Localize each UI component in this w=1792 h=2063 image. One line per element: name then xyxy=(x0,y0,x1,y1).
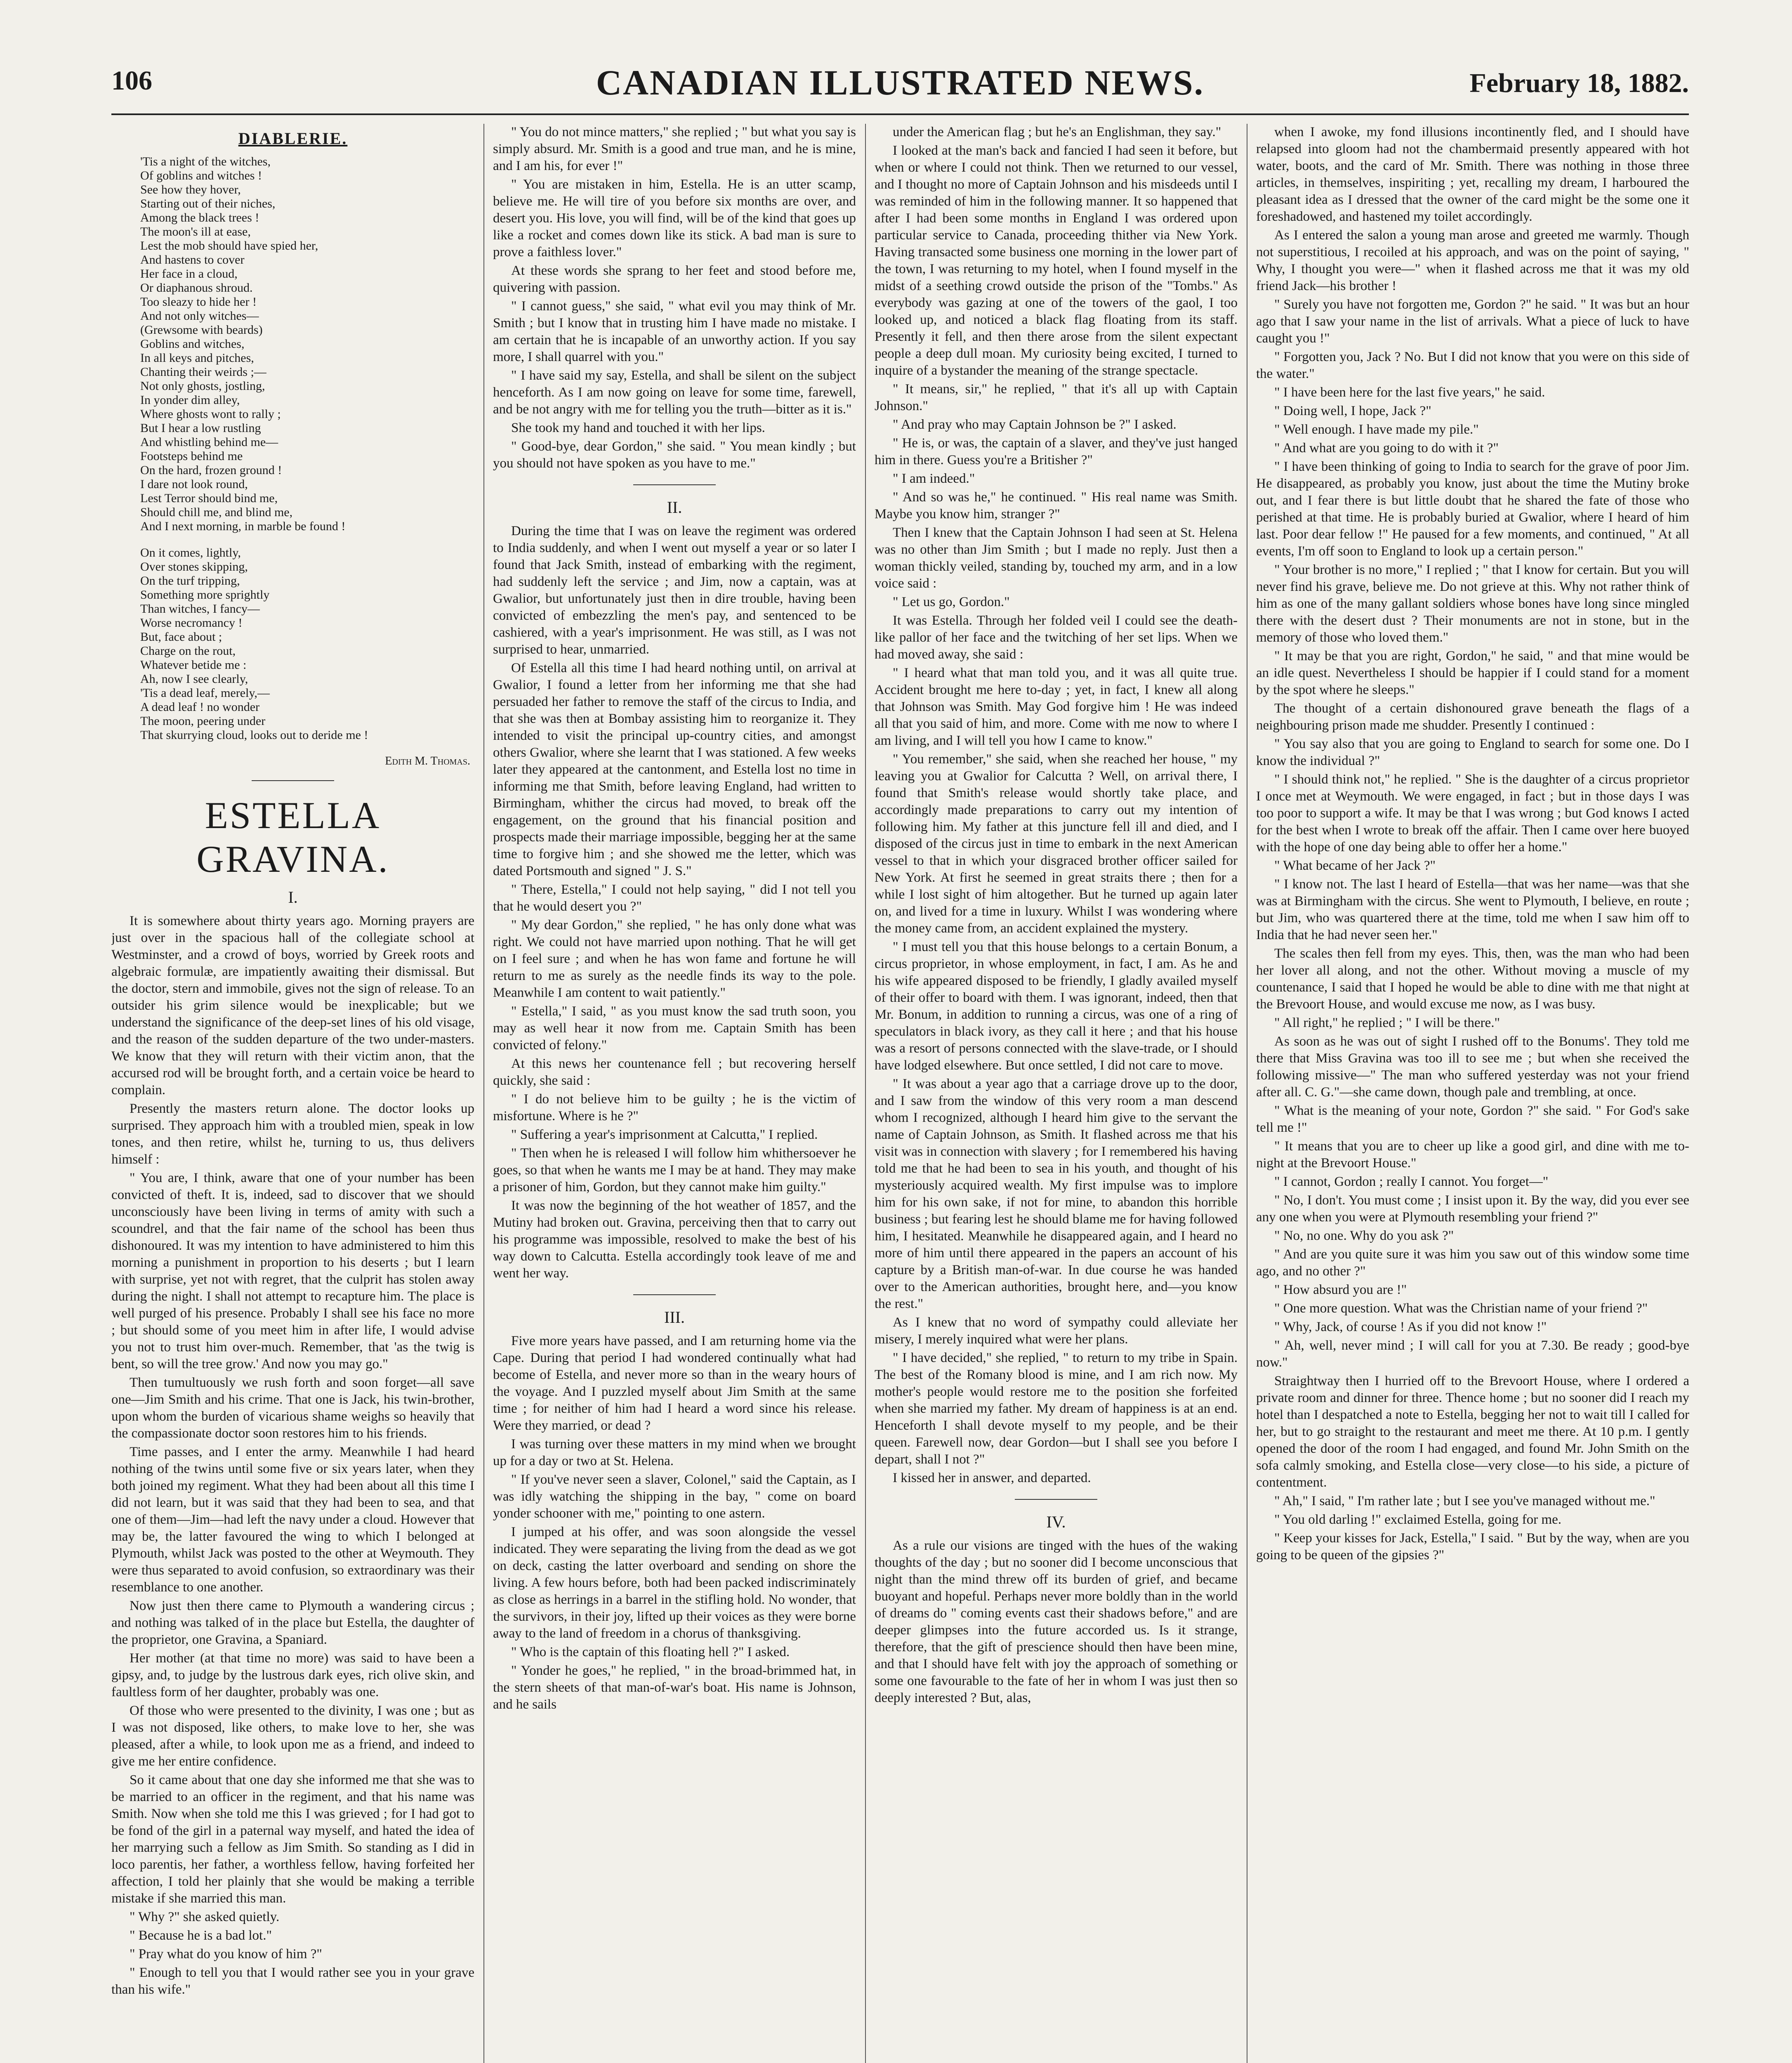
poem-line: And whistling behind me— xyxy=(140,435,278,449)
poem-line: And I next morning, in marble be found ! xyxy=(140,519,346,533)
paragraph: At these words she sprang to her feet and stood before me, quivering with passion. xyxy=(493,263,856,295)
poem-line: Should chill me, and blind me, xyxy=(140,505,293,519)
poem-line: Charge on the rout, xyxy=(140,644,236,658)
paragraph: " Keep your kisses for Jack, Estella," I said. " But by the way, when are you going to be queen of the gipsies ?" xyxy=(1256,1531,1689,1563)
paragraph: During the time that I was on leave the regiment was ordered to India suddenly, and when I went out myself a year or so later I found that Jack Smith, instead of embarking with the regiment, had suddenly left the service ; and Jim, now a captain, was at Gwalior, but unfortunately just then in dire trouble, having been convicted of embezzling the men's pay, and sentenced to be cashiered, with a year's imprisonment. He was still, as I was not surprised to hear, unmarried. xyxy=(493,524,856,657)
paragraph: " I have said my say, Estella, and shall be silent on the subject henceforth. As I am now going on leave for some time, farewell, and be not angry with me for telling you the truth—bitter as it is." xyxy=(493,368,856,417)
paragraph: " One more question. What was the Christian name of your friend ?" xyxy=(1274,1301,1648,1316)
paragraph: " I cannot guess," she said, " what evil you may think of Mr. Smith ; but I know that in trusting him I have made no mistake. I am certain that he is incapable of an unworthy action. If you say more, I shall quarrel with you." xyxy=(493,299,856,364)
poem-line: On it comes, lightly, xyxy=(140,546,241,559)
paragraph: So it came about that one day she informed me that she was to be married to an officer in the regiment, and that his name was Smith. Now when she told me this I was grieved ; for I had got to be fond of the girl in a paternal way myself, and hated the idea of her marrying such a fellow as Jim Smith. So standing as I did in loco parentis, her father, a worthless fellow, having forfeited her affection, I told her plainly that she would be making a terrible mistake if she married this man. xyxy=(111,1773,474,1906)
paragraph: " Estella," I said, " as you must know the sad truth soon, you may as well hear it now from me. Captain Smith has been convicted of felony." xyxy=(493,1004,856,1053)
paragraph: As I entered the salon a young man arose and greeted me warmly. Though not superstitious, I recoiled at his approach, and was on the point of saying, " Why, I thought you were—" when it flashed across me that it was my old friend Jack—his brother ! xyxy=(1256,228,1689,293)
paragraph: " Ah," I said, " I'm rather late ; but I see you've managed without me." xyxy=(1274,1494,1655,1508)
poem-line: Her face in a cloud, xyxy=(140,267,238,281)
paragraph: " I have been here for the last five years," he said. xyxy=(1274,385,1545,400)
paragraph: Time passes, and I enter the army. Meanwhile I had heard nothing of the twins until some five or six years later, when they both joined my regiment. What they had been about all this time I did not learn, but it was said that they had been to sea, and that one of them—Jim—had left the navy under a cloud. However that may be, the latter favoured the wing to which I belonged at Plymouth, whilst Jack was posted to the other at Weymouth. They were thus separated to avoid confusion, so extraordinary was their resemblance to one another. xyxy=(111,1445,474,1595)
column-4 xyxy=(1256,124,1689,2063)
paragraph: " I am indeed." xyxy=(893,471,975,486)
story-text-col2b xyxy=(493,523,856,1282)
paragraph: under the American flag ; but he's an Englishman, they say." xyxy=(893,125,1221,139)
page-number: 106 xyxy=(111,66,152,96)
story-text-col4 xyxy=(1256,124,1689,1564)
paragraph: " You are, I think, aware that one of your number has been convicted of theft. It is, indeed, sad to discover that we should unconsciously have been living in terms of amity with such a scoundrel, and that the fair name of the school has been thus dishonoured. It was my intention to have administered to him this morning a punishment in proportion to his deserts ; but I learn with surprise, yet not with regret, that the culprit has stolen away during the night. I shall not attempt to recapture him. The place is well purged of his presence. Probably I shall see his face no more ; but should some of you meet him in after life, I would advise you not to trust him over-much. Remember, that 'as the twig is bent, so will the tree grow.' And now you may go." xyxy=(111,1171,474,1371)
paragraph: " It means, sir," he replied, " that it's all up with Captain Johnson." xyxy=(875,382,1238,413)
paragraph: " You remember," she said, when she reached her house, " my leaving you at Gwalior for Calcutta ? Well, on arrival there, I found that Smith's release would shortly take place, and accordingly made preparations to carry out my intention of following him. My father at this juncture fell ill and died, and I disposed of the circus just in time to embark in the next American vessel to that in which your disgraced brother officer sailed for New York. At first he seemed in great straits there ; then for a while I lost sight of him altogether. But he turned up again later on, and lived for a time in luxury. Whilst I was wondering where the money came from, an accident explained the mystery. xyxy=(875,752,1238,936)
paragraph: " And are you quite sure it was him you saw out of this window some time ago, and no other ?" xyxy=(1256,1247,1689,1279)
paragraph: She took my hand and touched it with her lips. xyxy=(511,420,765,435)
column-rule xyxy=(865,124,866,2063)
page-header xyxy=(111,62,1689,116)
chapter-heading-4: IV. xyxy=(1046,1513,1066,1531)
divider xyxy=(633,1294,716,1295)
poem-title: DIABLERIE. xyxy=(238,129,348,148)
chapter-heading-3: III. xyxy=(664,1308,685,1327)
paragraph: " Suffering a year's imprisonment at Calcutta," I replied. xyxy=(511,1127,818,1142)
poem-line: See how they hover, xyxy=(140,183,241,196)
paragraph: " Let us go, Gordon." xyxy=(893,595,1010,609)
poem-line: The moon, peering under xyxy=(140,714,266,728)
paragraph: " You are mistaken in him, Estella. He is an utter scamp, believe me. He will tire of you before six months are over, and desert you. His love, you will find, will be of the kind that goes up like a rocket and comes down like its stick. A bad man is sure to prove a faithless lover." xyxy=(493,177,856,260)
paragraph: " It may be that you are right, Gordon," he said, " and that mine would be an idle quest. Nevertheless I should be happier if I could stand for a moment by the spot where he sleeps." xyxy=(1256,649,1689,697)
paragraph: " It was about a year ago that a carriage drove up to the door, and I saw from the window of this very room a man descend whom I recognized, although I heard him give to the servant the name of Captain Johnson, as Smith. It flashed across me that his visit was in connection with slavery ; for I remembered his having told me that he had been to sea in his youth, and thought of his mysteriously acquired wealth. My first impulse was to implore him for his own sake, if not for mine, to abandon this horrible business ; but fearing lest he should blame me for having followed him, I hesitated. Meanwhile he disappeared again, and I heard no more of him until there appeared in the papers an account of his capture by a British man-of-war. In due course he was handed over to the American authorities, brought here, and—you know the rest." xyxy=(875,1076,1238,1311)
poem-line: Worse necromancy ! xyxy=(140,616,243,630)
paragraph: " What is the meaning of your note, Gordon ?" she said. " For God's sake tell me !" xyxy=(1256,1103,1689,1135)
paragraph: It is somewhere about thirty years ago. Morning prayers are just over in the spacious hall of the collegiate school at Westminster, and a crowd of boys, worried by Greek roots and algebraic formulæ, are impatiently awaiting their dismissal. But the doctor, stern and immobile, gives not the sign of release. To an outsider his grim silence would be inexplicable; but we understand the significance of the deep-set lines of his old visage, and the reason of the sudden departure of the two under-masters. We know that they will return with their victim anon, that the accursed rod will be brought forth, and a certain voice be heard to complain. xyxy=(111,913,474,1098)
paragraph: " I do not believe him to be guilty ; he is the victim of misfortune. Where is he ?" xyxy=(493,1092,856,1124)
paragraph: " What became of her Jack ?" xyxy=(1274,858,1436,873)
paragraph: It was now the beginning of the hot weather of 1857, and the Mutiny had broken out. Gravina, perceiving then that to carry out his programme was impossible, resolved to make the best of his way down to Calcutta. Estella accordingly took leave of me and went her way. xyxy=(493,1198,856,1281)
poem-stanza-1 xyxy=(140,155,474,533)
poem-line: Something more sprightly xyxy=(140,588,270,602)
divider xyxy=(1015,1499,1097,1500)
paragraph: " All right," he replied ; " I will be there." xyxy=(1274,1015,1500,1030)
paragraph: " How absurd you are !" xyxy=(1274,1282,1407,1297)
issue-date: February 18, 1882. xyxy=(1469,68,1689,98)
paragraph: " Why ?" she asked quietly. xyxy=(130,1910,280,1924)
paragraph: As a rule our visions are tinged with the hues of the waking thoughts of the day ; but no sooner did I become unconscious that night than the mind threw off its burden of grief, and became buoyant and hopeful. Perhaps never more boldly than in the world of dreams do " coming events cast their shadows before," and are deeper glimpses into the future accorded us. Is it strange, therefore, that the gift of prescience should then have been mine, and that I should have felt with joy the approach of something or some one favourable to the fate of her in whom I was just then so deeply interested ? But, alas, xyxy=(875,1538,1238,1705)
paragraph: " Then when he is released I will follow him whithersoever he goes, so that when he wants me I may be at hand. They may make a prisoner of him, Gordon, but they cannot make him guilty." xyxy=(493,1146,856,1194)
story-title: ESTELLA GRAVINA. xyxy=(196,794,389,880)
story-text-col1 xyxy=(111,913,474,1998)
paragraph: " Pray what do you know of him ?" xyxy=(130,1947,322,1962)
poem-line: Whatever betide me : xyxy=(140,658,247,672)
paragraph: " Well enough. I have made my pile." xyxy=(1274,422,1479,437)
paragraph: " Yonder he goes," he replied, " in the broad-brimmed hat, in the stern sheets of that man-of-war's boat. His name is Johnson, and he sails xyxy=(493,1663,856,1712)
paragraph: " Forgotten you, Jack ? No. But I did not know that you were on this side of the water." xyxy=(1256,349,1689,381)
poem-line: Over stones skipping, xyxy=(140,560,248,574)
story-text-col2a xyxy=(493,124,856,472)
paragraph: At this news her countenance fell ; but recovering herself quickly, she said : xyxy=(493,1056,856,1088)
paragraph: " Your brother is no more," I replied ; " that I know for certain. But you will never find his grave, believe me. Do not grieve at this. Why not rather think of him as one of the many gallant soldiers whose bones have long since mingled there with the desert dust ? Their monuments are not in stone, but in the memory of those who loved them." xyxy=(1256,562,1689,645)
poem-line: Of goblins and witches ! xyxy=(140,169,262,182)
column-2 xyxy=(493,124,856,2063)
poem-line: A dead leaf ! no wonder xyxy=(140,700,260,714)
paragraph: I jumped at his offer, and was soon alongside the vessel indicated. They were separating the living from the dead as we got on deck, casting the latter overboard and sending on shore the living. A few hours before, both had been packed indiscriminately as close as herrings in a barrel in the stifling hold. No wonder, that the survivors, in their joy, lifted up their voices as they were borne away to the land of freedom in a chorus of thanksgiving. xyxy=(493,1525,856,1641)
poem-line: 'Tis a night of the witches, xyxy=(140,155,271,168)
poem-stanza-2 xyxy=(140,546,474,742)
paragraph: " Ah, well, never mind ; I will call for you at 7.30. Be ready ; good-bye now." xyxy=(1256,1338,1689,1370)
paragraph: " I should think not," he replied. " She is the daughter of a circus proprietor I once met at Weymouth. We were engaged, in fact ; but in those days I was too poor to support a wife. It may be that I was wrong ; but God knows I acted for the best when I wrote to break off the affair. Then I came over here buoyed with the hope of one day being able to offer her a home." xyxy=(1256,772,1689,854)
paragraph: " If you've never seen a slaver, Colonel," said the Captain, as I was idly watching the shipping in the bay, " come on board yonder schooner with me," pointing to one astern. xyxy=(493,1472,856,1521)
paragraph: " Because he is a bad lot." xyxy=(130,1928,272,1943)
poem-line: Too sleazy to hide her ! xyxy=(140,295,257,309)
paragraph: " Surely you have not forgotten me, Gordon ?" he said. " It was but an hour ago that I saw your name in the list of arrivals. What a piece of luck to have caught you !" xyxy=(1256,297,1689,346)
paragraph: " You say also that you are going to England to search for some one. Do I know the individual ?" xyxy=(1256,736,1689,768)
paragraph: Then tumultuously we rush forth and soon forget—all save one—Jim Smith and his crime. That one is Jack, his twin-brother, upon whom the burden of vicarious shame weighs so heavily that the compassionate doctor soon restores him to his friends. xyxy=(111,1375,474,1441)
column-3 xyxy=(875,124,1238,2063)
paragraph: " You do not mince matters," she replied ; " but what you say is simply absurd. Mr. Smith is a good and true man, and he is mine, and I am his, for ever !" xyxy=(493,125,856,173)
paragraph: " There, Estella," I could not help saying, " did I not tell you that he would desert you ?" xyxy=(493,882,856,914)
paragraph: Five more years have passed, and I am returning home via the Cape. During that period I had wondered continually what had become of Estella, and never more so than in the weary hours of the voyage. And I puzzled myself about Jim Smith at the same time ; for neither of him had I heard a word since his release. Were they married, or dead ? xyxy=(493,1334,856,1433)
paragraph: " No, I don't. You must come ; I insist upon it. By the way, did you ever see any one when you were at Plymouth resembling your friend ?" xyxy=(1256,1193,1689,1225)
poem-line: Lest Terror should bind me, xyxy=(140,491,278,505)
poem-line: Or diaphanous shroud. xyxy=(140,281,253,295)
paragraph: Her mother (at that time no more) was said to have been a gipsy, and, to judge by the lustrous dark eyes, rich olive skin, and faultless form of her daughter, probably was one. xyxy=(111,1651,474,1699)
paragraph: " My dear Gordon," she replied, " he has only done what was right. We could not have married upon nothing. That he will get on I feel sure ; and when he has won fame and fortune he will return to me as surely as the needle finds its way to the pole. Meanwhile I am content to wait patiently." xyxy=(493,918,856,1000)
poem-line: The moon's ill at ease, xyxy=(140,225,251,238)
paragraph: " I have been thinking of going to India to search for the grave of poor Jim. He disappeared, as probably you know, just about the time the Mutiny broke out, and I fear there is but little doubt that he shared the fate of those who perished at that time. He is probably buried at Gwalior, where I heard of him last. Poor dear fellow !" He paused for a few moments, and continued, " At all events, I'm off soon to England to look up a certain person." xyxy=(1256,459,1689,559)
paragraph: " It means that you are to cheer up like a good girl, and dine with me to-night at the Brevoort House." xyxy=(1256,1139,1689,1171)
paragraph: The thought of a certain dishonoured grave beneath the flags of a neighbouring prison made me shudder. Presently I continued : xyxy=(1256,701,1689,733)
masthead: CANADIAN ILLUSTRATED NEWS. xyxy=(596,63,1205,102)
poem-line: In yonder dim alley, xyxy=(140,393,240,407)
paragraph: I kissed her in answer, and departed. xyxy=(893,1471,1091,1485)
paragraph: " Why, Jack, of course ! As if you did not know !" xyxy=(1274,1319,1547,1334)
divider xyxy=(252,780,334,781)
poem-author: Edith M. Thomas. xyxy=(385,755,470,767)
paragraph: Now just then there came to Plymouth a wandering circus ; and nothing was talked of in the place but Estella, the daughter of the proprietor, one Gravina, a Spaniard. xyxy=(111,1598,474,1647)
paragraph: " I have decided," she replied, " to return to my tribe in Spain. The best of the Romany blood is mine, and I am rich now. My mother's people would restore me to the position she forfeited when she married my father. My dream of happiness is at an end. Henceforth I shall devote myself to my people, and be their queen. Farewell now, dear Gordon—but I shall see you before I depart, shall I not ?" xyxy=(875,1350,1238,1467)
paragraph: " No, no one. Why do you ask ?" xyxy=(1274,1228,1454,1243)
paragraph: Then I knew that the Captain Johnson I had seen at St. Helena was no other than Jim Smith ; but I made no reply. Just then a woman thickly veiled, standing by, touched my arm, and in a low voice said : xyxy=(875,525,1238,591)
poem-line: Than witches, I fancy— xyxy=(140,602,260,616)
paragraph: " You old darling !" exclaimed Estella, going for me. xyxy=(1274,1512,1561,1527)
poem-line: Chanting their weirds ;— xyxy=(140,365,266,379)
poem-line: Among the black trees ! xyxy=(140,211,259,224)
poem-line: And hastens to cover xyxy=(140,253,245,267)
poem-line: That skurrying cloud, looks out to deride me ! xyxy=(140,728,368,742)
paragraph: " I heard what that man told you, and it was all quite true. Accident brought me here to-day ; yet, in fact, I knew all along that Johnson was Smith. May God forgive him ! He was indeed all that you said of him, and more. Come with me now to where I am living, and I will tell you how I came to know." xyxy=(875,666,1238,748)
poem-line: But I hear a low rustling xyxy=(140,421,261,435)
paragraph: Of those who were presented to the divinity, I was one ; but as I was not disposed, like others, to make love to her, she was pleased, after a while, to look upon me as a friend, and indeed to give me her entire confidence. xyxy=(111,1703,474,1769)
paragraph: " Who is the captain of this floating hell ?" I asked. xyxy=(511,1645,790,1659)
poem-line: In all keys and pitches, xyxy=(140,351,254,365)
story-text-col3a xyxy=(875,124,1238,1487)
paragraph: " And so was he," he continued. " His real name was Smith. Maybe you know him, stranger ?" xyxy=(875,490,1238,522)
paragraph: Presently the masters return alone. The doctor looks up surprised. They approach him with a troubled mien, speak in low tones, and then retire, whilst he, turning to us, thus delivers himself : xyxy=(111,1101,474,1167)
paragraph: " I know not. The last I heard of Estella—that was her name—was that she was at Birmingham with the circus. She went to Plymouth, I believe, en route ; but Jim, who was quartered there at the time, told me when I saw him off to India that he had never seen her." xyxy=(1256,877,1689,942)
paragraph: " And pray who may Captain Johnson be ?" I asked. xyxy=(893,417,1177,432)
story-text-col3b xyxy=(875,1537,1238,1707)
divider xyxy=(633,484,716,485)
poem-line: On the turf tripping, xyxy=(140,574,240,588)
poem-line: (Grewsome with beards) xyxy=(140,323,263,337)
paragraph: " And what are you going to do with it ?" xyxy=(1274,441,1499,456)
column-1 xyxy=(111,124,474,2063)
poem-line: Ah, now I see clearly, xyxy=(140,672,248,686)
paragraph: The scales then fell from my eyes. This, then, was the man who had been her lover all along, and not the other. Without moving a muscle of my countenance, I said that I hoped he would be able to dine with me that night at the Brevoort House, and would excuse me now, as I was busy. xyxy=(1256,946,1689,1012)
story-text-col2c xyxy=(493,1333,856,1713)
poem-line: On the hard, frozen ground ! xyxy=(140,463,282,477)
paragraph: I was turning over these matters in my mind when we brought up for a day or two at St. Helena. xyxy=(493,1437,856,1468)
paragraph: " Doing well, I hope, Jack ?" xyxy=(1274,404,1431,418)
column-rule xyxy=(483,124,484,2063)
poem-line: Not only ghosts, jostling, xyxy=(140,379,265,393)
paragraph: As I knew that no word of sympathy could alleviate her misery, I merely inquired what were her plans. xyxy=(875,1315,1238,1347)
poem-line: Where ghosts wont to rally ; xyxy=(140,407,281,421)
paragraph: Of Estella all this time I had heard nothing until, on arrival at Gwalior, I found a letter from her informing me that she had persuaded her father to remove the staff of the circus to India, and that she was then at Bombay assisting him to reorganize it. They intended to visit the principal up-country cities, and amongst others Gwalior, where she learnt that I was stationed. A few weeks later they appeared at the cantonment, and Estella lost no time in informing me that Smith, before leaving England, had written to Birmingham, whither the circus had moved, to break off the engagement, on the ground that his financial position and prospects made their marriage impossible, begging her at the same time to forgive him ; and she showed me the letter, which was dated Portsmouth and signed " J. S." xyxy=(493,661,856,878)
paragraph: " I must tell you that this house belongs to a certain Bonum, a circus proprietor, in whose employment, in fact, I am. As he and his wife appeared disposed to be friendly, I gladly availed myself of their offer to board with them. I was ignorant, indeed, then that Mr. Bonum, in addition to running a circus, was one of a ring of speculators in black ivory, as they call it here ; and that his house was a resort of persons connected with the slave-trade, or I should have lodged elsewhere. But once settled, I did not care to move. xyxy=(875,939,1238,1073)
poem-line: But, face about ; xyxy=(140,630,222,644)
paragraph: when I awoke, my fond illusions incontinently fled, and I should have relapsed into gloom had not the chambermaid presently appeared with hot water, boots, and the card of Mr. Smith. There was nothing in those three articles, in themselves, inspiriting ; yet, recalling my dream, I harboured the pleasant idea as I dressed that the owner of the card might be the some one it foreshadowed, and hastened my toilet accordingly. xyxy=(1256,125,1689,224)
paragraph: " I cannot, Gordon ; really I cannot. You forget—" xyxy=(1274,1174,1549,1189)
paragraph: " Good-bye, dear Gordon," she said. " You mean kindly ; but you should not have spoken as you have to me." xyxy=(493,439,856,471)
chapter-heading-1: I. xyxy=(288,888,298,906)
poem-line: Starting out of their niches, xyxy=(140,197,276,210)
poem-line: Goblins and witches, xyxy=(140,337,245,351)
paragraph: It was Estella. Through her folded veil I could see the death-like pallor of her face and the twitching of her set lips. When we had moved away, she said : xyxy=(875,613,1238,662)
poem-line: Lest the mob should have spied her, xyxy=(140,239,318,253)
paragraph: " He is, or was, the captain of a slaver, and they've just hanged him in there. Guess you're a Britisher ?" xyxy=(875,436,1238,467)
poem-line: And not only witches— xyxy=(140,309,259,323)
chapter-heading-2: II. xyxy=(667,498,682,517)
paragraph: Straightway then I hurried off to the Brevoort House, where I ordered a private room and dinner for three. Thence home ; but no sooner did I reach my hotel than I despatched a note to Estella, begging her not to wait till I called for her, but to go straight to the restaurant and meet me there. At 10 p.m. I gently opened the door of the room I had engaged, and found Mr. John Smith on the sofa calmly smoking, and Estella close—very close—to his side, a picture of contentment. xyxy=(1256,1374,1689,1490)
paragraph: As soon as he was out of sight I rushed off to the Bonums'. They told me there that Miss Gravina was too ill to see me ; but when she received the following missive—" The man who suffered yesterday was not your friend after all. C. G."—she came down, though pale and trembling, at once. xyxy=(1256,1034,1689,1100)
paragraph: I looked at the man's back and fancied I had seen it before, but when or where I could not think. Then we returned to our vessel, and I thought no more of Captain Johnson and his misdeeds until I was reminded of him in the following manner. It so happened that after I had been some months in England I was ordered upon particular service to Canada, proceeding thither via New York. Having transacted some business one morning in the lower part of the town, I was returning to my hotel, when I found myself in the midst of a seething crowd outside the prison of the "Tombs." As everybody was gazing at one of the towers of the gaol, I too looked up, and noticed a black flag floating from its staff. Presently it fell, and then there arose from the silent expectant people a deep dull moan. My curiosity being excited, I turned to inquire of a bystander the meaning of the strange spectacle. xyxy=(875,143,1238,378)
header-rule xyxy=(111,113,1689,115)
paragraph: " Enough to tell you that I would rather see you in your grave than his wife." xyxy=(111,1965,474,1997)
poem-line: I dare not look round, xyxy=(140,477,248,491)
poem-line: Footsteps behind me xyxy=(140,449,243,463)
poem-line: 'Tis a dead leaf, merely,— xyxy=(140,686,270,700)
